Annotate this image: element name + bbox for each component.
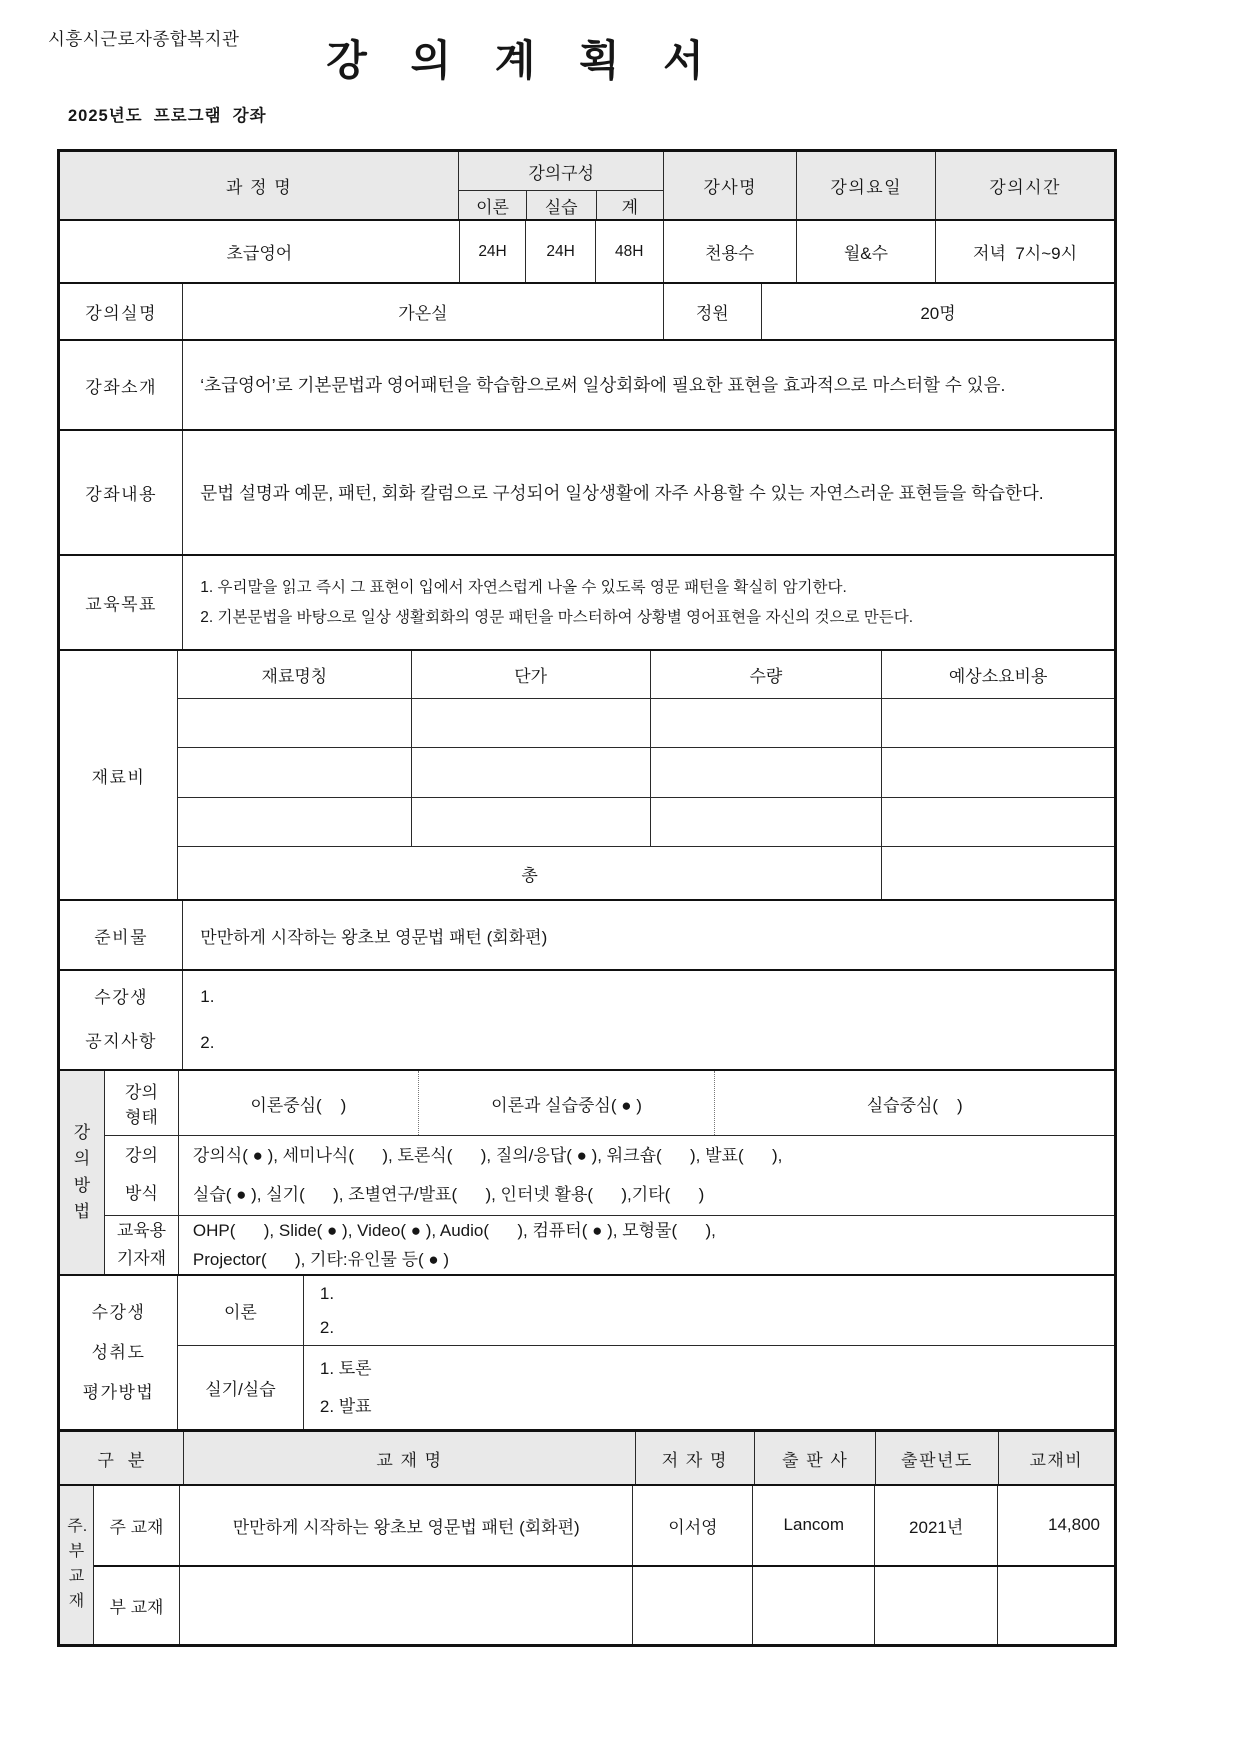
main-textbook-title: 만만하게 시작하는 왕초보 영문법 패턴 (회화편): [179, 1486, 633, 1565]
supplies-text: 만만하게 시작하는 왕초보 영문법 패턴 (회화편): [182, 901, 1114, 969]
notice-line-2: 2.: [200, 1033, 215, 1052]
sub-textbook-author: [632, 1567, 752, 1644]
year-header: 출판년도: [875, 1432, 997, 1484]
method-style-label: [105, 1136, 178, 1214]
sub-textbook-price: [997, 1567, 1114, 1644]
materials-row: [60, 649, 1114, 899]
quantity-cell: [650, 699, 882, 748]
method-rows: [104, 1071, 1114, 1274]
material-name-header: 재료명칭: [261, 666, 328, 686]
method-style-line1: 강의식( ● ), 세미나식( ), 토론식( ), 질의/응답( ● ), 워크숍( ), 발표( ),: [192, 1146, 783, 1166]
materials-header-row: [178, 651, 1114, 698]
materials-table: [177, 651, 1114, 899]
notice-label: [60, 971, 182, 1069]
day-header: 강의요일: [796, 152, 935, 219]
room-row: [60, 282, 1114, 339]
content-label: 강좌내용: [85, 485, 157, 504]
achievement-theory-line2: 2.: [319, 1317, 335, 1337]
achievement-label-line1: 수강생: [91, 1302, 146, 1322]
textbook-rows: [93, 1486, 1114, 1644]
composition-header: 강의구성: [459, 152, 663, 190]
quantity-cell: [650, 748, 882, 797]
time-value: 저녁 7시~9시: [935, 221, 1114, 282]
goals-line-2: 2. 기본문법을 바탕으로 일상 생활회화의 영문 패턴을 마스터하여 상황별 영어표현을 자신의 것으로 만든다.: [200, 608, 914, 626]
method-equipment-label-line1: 교육용: [116, 1220, 167, 1240]
sub-textbook-year: [874, 1567, 997, 1644]
estimated-cost-cell: [881, 699, 1114, 748]
achievement-practice-line2: 2. 발표: [319, 1396, 372, 1416]
method-equipment-cell: [178, 1216, 1114, 1274]
achievement-practice-row: [178, 1345, 1114, 1429]
composition-subheaders: [459, 190, 663, 219]
main-textbook-price: 14,800: [997, 1486, 1114, 1565]
program-subtitle: 2025년도 프로그램 강좌: [68, 107, 267, 125]
main-textbook-label: 주 교재: [109, 1517, 164, 1537]
material-name-cell: [178, 748, 411, 797]
intro-label: 강좌소개: [85, 377, 157, 397]
achievement-label-line2: 성취도: [91, 1342, 146, 1362]
goals-row: [60, 554, 1114, 649]
composition-header-group: [458, 152, 663, 219]
main-textbook-year: 2021년: [874, 1486, 997, 1565]
achievement-rows: [177, 1276, 1114, 1429]
capacity-label: 정원: [663, 284, 761, 339]
time-header: 강의시간: [935, 152, 1114, 219]
unit-price-header: 단가: [411, 651, 650, 698]
price-header: 교재비: [998, 1432, 1114, 1484]
materials-total-label: 총: [521, 865, 538, 885]
room-label: 강의실명: [85, 304, 157, 323]
form-option-theory: 이론중심( ): [178, 1071, 418, 1135]
unit-price-cell: [411, 699, 650, 748]
achievement-practice-label: 실기/실습: [205, 1380, 276, 1400]
form-option-practice: 실습중심( ): [714, 1071, 1114, 1135]
textbook-section: [60, 1484, 1114, 1644]
method-equipment-line2: Projector( ), 기타:유인물 등( ● ): [192, 1249, 450, 1269]
achievement-practice-line1: 1. 토론: [319, 1358, 372, 1378]
notice-label-line1: 수강생: [94, 988, 149, 1007]
method-style-label-line1: 강의: [125, 1146, 158, 1166]
achievement-theory-label: 이론: [224, 1303, 257, 1323]
material-name-cell: [178, 798, 411, 847]
practice-hours-header: 실습: [526, 191, 596, 219]
materials-empty-row: [178, 747, 1114, 797]
method-group-label: [60, 1071, 104, 1274]
capacity-value: 20명: [761, 284, 1114, 339]
content-text: 문법 설명과 예문, 패턴, 회화 칼럼으로 구성되어 일상생활에 자주 사용할 수 있는 자연스러운 표현들을 학습한다.: [200, 482, 1044, 503]
textbook-group-label: [60, 1486, 93, 1644]
author-header: 저 자 명: [635, 1432, 754, 1484]
estimated-cost-header: 예상소요비용: [881, 651, 1114, 698]
notice-text-cell: [182, 971, 1114, 1069]
unit-price-cell: [411, 748, 650, 797]
goals-line-1: 1. 우리말을 읽고 즉시 그 표현이 입에서 자연스럽게 나올 수 있도록 영문 패턴을 확실히 암기한다.: [200, 578, 847, 596]
total-hours-header: 계: [596, 191, 664, 219]
method-style-row: [105, 1135, 1114, 1214]
method-equipment-label-line2: 기자재: [116, 1248, 167, 1268]
main-textbook-row: [94, 1486, 1114, 1565]
notice-label-line2: 공지사항: [85, 1032, 157, 1051]
textbook-group-label-text: 주.부교재: [67, 1518, 88, 1610]
achievement-practice-cell: [303, 1346, 1114, 1429]
lecture-plan-table: [57, 149, 1117, 1647]
practice-hours-value: 24H: [525, 221, 595, 282]
category-header: 구 분: [60, 1432, 183, 1484]
form-option-theory-practice: 이론과 실습중심( ● ): [418, 1071, 715, 1135]
textbook-header-row: [60, 1429, 1114, 1484]
achievement-label: [60, 1276, 177, 1429]
supplies-label: 준비물: [94, 927, 149, 947]
achievement-theory-row: [178, 1276, 1114, 1345]
method-form-label-line2: 형태: [125, 1108, 158, 1128]
main-textbook-author: 이서영: [632, 1486, 752, 1565]
supplies-row: [60, 899, 1114, 969]
achievement-section: [60, 1274, 1114, 1429]
header-row: [60, 152, 1114, 219]
instructor-value: 천용수: [663, 221, 796, 282]
theory-hours-header: 이론: [459, 191, 526, 219]
sub-textbook-publisher: [752, 1567, 874, 1644]
material-name-cell: [178, 699, 411, 748]
notice-row: [60, 969, 1114, 1069]
content-row: [60, 429, 1114, 554]
estimated-cost-cell: [881, 748, 1114, 797]
theory-hours-value: 24H: [459, 221, 526, 282]
method-equipment-row: [105, 1215, 1114, 1274]
method-group-label-text: 강의방법: [73, 1122, 91, 1221]
notice-line-1: 1.: [200, 987, 215, 1006]
estimated-cost-cell: [881, 798, 1114, 847]
course-row: [60, 219, 1114, 282]
instructor-header: 강사명: [663, 152, 796, 219]
room-value: 가온실: [182, 284, 662, 339]
publisher-header: 출 판 사: [754, 1432, 875, 1484]
day-value: 월&수: [796, 221, 935, 282]
achievement-label-line3: 평가방법: [82, 1382, 155, 1402]
goals-text-cell: [182, 556, 1114, 649]
intro-row: [60, 339, 1114, 429]
intro-text-cell: [182, 341, 1114, 429]
materials-total-row: [178, 846, 1114, 899]
method-style-line2: 실습( ● ), 실기( ), 조별연구/발표( ), 인터넷 활용( ),기타( ): [192, 1185, 705, 1205]
materials-label: 재료비: [91, 767, 146, 787]
goals-label: 교육목표: [85, 595, 157, 614]
achievement-theory-line1: 1.: [319, 1283, 335, 1303]
course-name-value: 초급영어: [226, 244, 293, 263]
method-style-cell: [178, 1136, 1114, 1214]
method-form-row: [105, 1071, 1114, 1135]
unit-price-cell: [411, 798, 650, 847]
materials-total-value: [881, 847, 1114, 899]
total-hours-value: 48H: [595, 221, 663, 282]
course-name-header: 과 정 명: [60, 152, 458, 219]
method-section: [60, 1069, 1114, 1274]
sub-textbook-title: [179, 1567, 633, 1644]
intro-text: ‘초급영어’로 기본문법과 영어패턴을 학습함으로써 일상회화에 필요한 표현을 효과적으로 마스터할 수 있음.: [200, 374, 1006, 395]
organization-name: 시흥시근로자종합복지관: [48, 29, 240, 49]
achievement-theory-cell: [303, 1276, 1114, 1345]
materials-empty-row: [178, 698, 1114, 748]
method-form-label-line1: 강의: [125, 1083, 158, 1103]
method-equipment-line1: OHP( ), Slide( ● ), Video( ● ), Audio( ), 컴퓨터( ● ), 모형물( ),: [192, 1220, 716, 1240]
method-equipment-label: [105, 1216, 178, 1274]
quantity-header: 수량: [650, 651, 882, 698]
content-text-cell: [182, 431, 1114, 554]
book-title-header: 교 재 명: [183, 1432, 634, 1484]
quantity-cell: [650, 798, 882, 847]
materials-empty-row: [178, 797, 1114, 847]
page-title: 강 의 계 획 서: [326, 37, 720, 84]
sub-textbook-row: [94, 1565, 1114, 1644]
method-style-label-line2: 방식: [125, 1184, 158, 1204]
sub-textbook-label: 부 교재: [109, 1597, 164, 1617]
main-textbook-publisher: Lancom: [752, 1486, 874, 1565]
method-form-label: [105, 1071, 178, 1135]
